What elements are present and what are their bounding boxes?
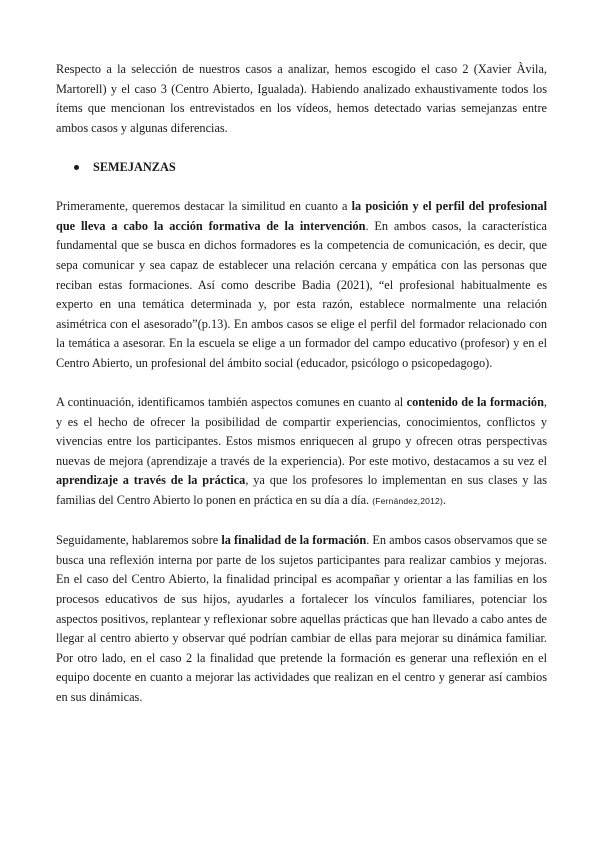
paragraph-content-text-2: , y es el hecho de ofrecer la posibilidad de compartir experiencias, conocimientos, conflictos y vivencias entre los participantes. Estos mismos enriquecen al grupo y ofrecen otras perspectivas nuevas de mejora (aprendizaje a través de la experiencia). Por este motivo, destacamos a su vez el [56,395,547,468]
paragraph-content-bold-1: contenido de la formación [406,395,544,410]
paragraph-profile-bold-1: la posición y el perfil del profesional que lleva a cabo la acción formativa de la intervención [56,199,547,233]
section-heading-label: SEMEJANZAS [93,159,176,174]
paragraph-purpose-text-1: Seguidamente, hablaremos sobre [56,533,222,548]
paragraph-content-text-3: , ya que los profesores lo implementan en sus clases y las familias del Centro Abierto lo ponen en práctica en su día a día. [56,473,548,508]
paragraph-content-text-4: . [442,493,447,508]
paragraph-profile-text-1: Primeramente, queremos destacar la similitud en cuanto a [56,199,352,214]
citation: (Fernández,2012) [372,496,443,507]
intro-text: Respecto a la selección de nuestros casos a analizar, hemos escogido el caso 2 (Xavier Àvila, Martorell) y el caso 3 (Centro Abierto, Igualada). Habiendo analizado exhaustivamente todos los ítems que mencionan los entrevistados en los vídeos, hemos detectado varias semejanzas entre ambos casos y algunas diferencias. [56,62,547,135]
paragraph-purpose [56,531,547,707]
paragraph-content-text-1: A continuación, identificamos también aspectos comunes en cuanto al [56,395,407,410]
paragraph-content-bold-2: aprendizaje a través de la práctica [56,473,246,488]
intro-paragraph [56,60,547,138]
bullet-icon [74,165,79,170]
paragraph-purpose-text-2: . En ambos casos observamos que se busca una reflexión interna por parte de los sujetos participantes para realizar cambios y mejoras. En el caso del Centro Abierto, la finalidad principal es acompañar y orientar a las familias en los procesos educativos de sus hijos, ayudarles a fortalecer los vínculos familiares, potenciar los aspectos positivos, replantear y reflexionar sobre aquellas prácticas que han llevado a cabo antes de llegar al centro abierto y observar qué podrían cambiar de ellas para mejorar su dinámica familiar. Por otro lado, en el caso 2 la finalidad que pretende la formación es generar una reflexión en el equipo docente en cuanto a mejorar las actividades que realizan en el centro y generar así cambios en sus dinámicas. [56,533,547,704]
paragraph-profile-text-2: . En ambos casos, la característica fundamental que se busca en dichos formadores es la competencia de comunicación, es decir, que sepa comunicar y sea capaz de establecer una relación cercana y empática con las personas que reciban estas formaciones. Así como describe Badia (2021), “el profesional habitualmente es experto en una temática determinada y, por esta razón, establece normalmente una relación asimétrica con el asesorado”(p.13). En ambos casos se elige el perfil del formador relacionado con la temática a asesorar. En la escuela se elige a un formador del campo educativo (profesor) y en el Centro Abierto, un profesional del ámbito social (educador, psicólogo o psicopedagogo). [56,218,547,370]
section-heading-semejanzas [74,158,547,178]
document-page [56,60,547,727]
paragraph-content [56,393,547,512]
paragraph-purpose-bold-1: la finalidad de la formación [221,533,367,548]
paragraph-profile [56,197,547,373]
